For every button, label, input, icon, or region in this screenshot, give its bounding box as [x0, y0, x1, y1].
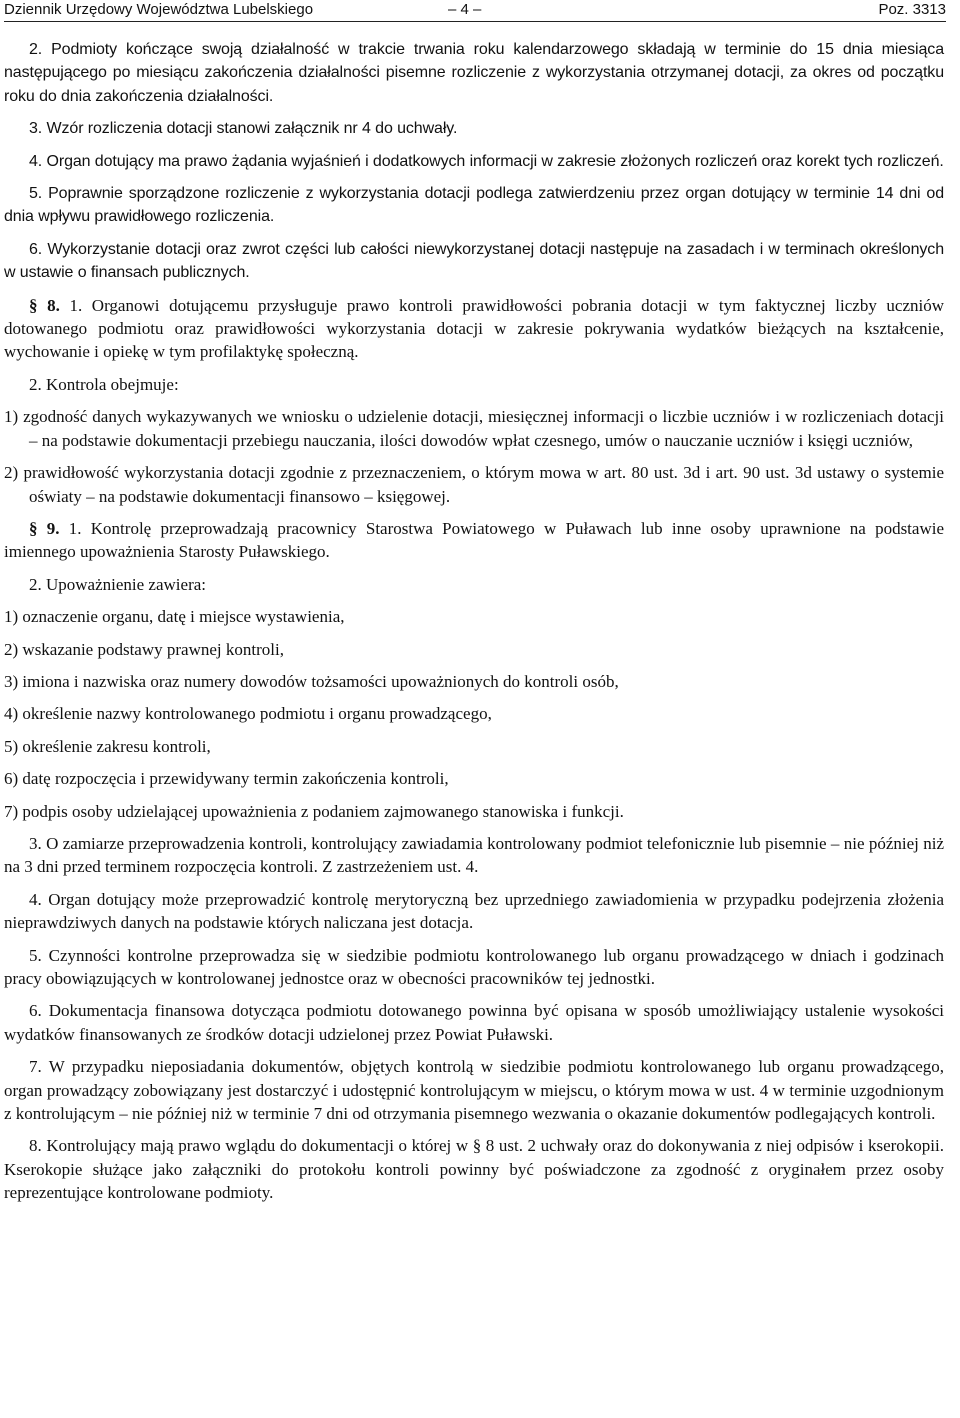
paragraph: 6. Dokumentacja finansowa dotycząca podmiotu dotowanego powinna być opisana w sposób umożliwiający ustalenie wysokości wydatków finansowanych ze środków dotacji udzielonej przez Powiat Puławski. [4, 1001, 944, 1044]
list-item: 1) zgodność danych wykazywanych we wniosku o udzielenie dotacji, miesięcznej informacji o liczbie uczniów i w rozliczeniach dotacji – na podstawie dokumentacji przebiegu nauczania, ilości dowodów wpłat czesnego, umów o nauczanie uczniów i księgi uczniów, [4, 407, 944, 450]
paragraph-text: 1. Kontrolę przeprowadzają pracownicy Starostwa Powiatowego w Puławach lub inne osoby uprawnione na podstawie imiennego upoważnienia Starosty Puławskiego. [4, 518, 944, 562]
position-number: Poz. 3313 [878, 1, 946, 18]
paragraph: 4. Organ dotujący może przeprowadzić kontrolę merytoryczną bez uprzedniego zawiadomienia w przypadku podejrzenia złożenia nieprawdziwych danych na podstawie których naliczana jest dotacja. [4, 889, 944, 933]
page-header [4, 0, 946, 22]
list-item: 1) oznaczenie organu, datę i miejsce wystawienia, [4, 607, 345, 627]
paragraph: 3. O zamiarze przeprowadzenia kontroli, kontrolujący zawiadamia kontrolowany podmiot telefonicznie lub pisemnie – nie później niż na 3 dni przed terminem rozpoczęcia kontroli. Z zastrzeżeniem ust. 4. [4, 833, 944, 877]
list-item: 3) imiona i nazwiska oraz numery dowodów tożsamości upoważnionych do kontroli osób, [4, 671, 619, 691]
paragraph: 8. Kontrolujący mają prawo wglądu do dokumentacji o której w § 8 ust. 2 uchwały oraz do dokonywania z niej odpisów i kserokopii. Kserokopie służące jako załączniki do protokołu kontroli powinny być poświadczone za zgodność z oryginałem przez osoby reprezentujące kontrolowane podmioty. [4, 1136, 944, 1203]
section-number: § 9. [29, 518, 60, 538]
list-item: 7) podpis osoby udzielającej upoważnienia z podaniem zajmowanego stanowiska i funkcji. [4, 801, 624, 821]
paragraph: 2. Kontrola obejmuje: [29, 374, 179, 394]
paragraph: 6. Wykorzystanie dotacji oraz zwrot części lub całości niewykorzystanej dotacji następuje na zasadach i w terminach określonych w ustawie o finansach publicznych. [4, 240, 944, 282]
list-item: 6) datę rozpoczęcia i przewidywany termin zakończenia kontroli, [4, 769, 449, 789]
paragraph: 2. Upoważnienie zawiera: [29, 574, 206, 594]
paragraph: 5. Czynności kontrolne przeprowadza się w siedzibie podmiotu kontrolowanego lub organu prowadzącego w dniach i godzinach pracy obowiązujących w kontrolowanej jednostce oraz w obecności pracowników tej jednostki. [4, 945, 944, 988]
section-9-paragraph [4, 517, 944, 564]
list-item: 5) określenie zakresu kontroli, [4, 736, 211, 756]
paragraph: 3. Wzór rozliczenia dotacji stanowi załącznik nr 4 do uchwały. [29, 120, 458, 138]
paragraph: 5. Poprawnie sporządzone rozliczenie z wykorzystania dotacji podlega zatwierdzeniu przez organ dotujący w terminie 14 dni od dnia wpływu prawidłowego rozliczenia. [4, 185, 944, 226]
paragraph: 2. Podmioty kończące swoją działalność w trakcie trwania roku kalendarzowego składają w terminie do 15 dnia miesiąca następującego po miesiącu zakończenia działalności pisemne rozliczenie z wykorzystania otrzymanej dotacji, za okres od początku roku do dnia zakończenia działalności. [4, 41, 944, 105]
header-divider [4, 21, 946, 22]
journal-title: Dziennik Urzędowy Województwa Lubelskiego [4, 1, 314, 18]
paragraph: 7. W przypadku nieposiadania dokumentów, objętych kontrolą w siedzibie podmiotu kontrolowanego lub organu prowadzącego, organ prowadzący zobowiązany jest dostarczyć i udostępnić kontrolującym w miejscu, o którym mowa w ust. 4 w terminie uzgodnionym z kontrolującym – nie później niż w terminie 7 dni od otrzymania pisemnego wezwania o okazanie dokumentów podlegających kontroli. [4, 1057, 944, 1124]
list-item: 2) prawidłowość wykorzystania dotacji zgodnie z przeznaczeniem, o którym mowa w art. 80 ust. 3d i art. 90 ust. 3d ustawy o systemie oświaty – na podstawie dokumentacji finansowo – księgowej. [4, 463, 944, 506]
list-item: 2) wskazanie podstawy prawnej kontroli, [4, 639, 284, 659]
section-number: § 8. [29, 295, 60, 315]
page-number: – 4 – [448, 1, 482, 18]
section-8-paragraph [4, 294, 944, 364]
list-item: 4) określenie nazwy kontrolowanego podmiotu i organu prowadzącego, [4, 704, 492, 724]
paragraph: 4. Organ dotujący ma prawo żądania wyjaśnień i dodatkowych informacji w zakresie złożonych rozliczeń oraz korekt tych rozliczeń. [29, 152, 944, 170]
document-body [4, 38, 944, 1205]
paragraph-text: 1. Organowi dotującemu przysługuje prawo kontroli prawidłowości pobrania dotacji w tym faktycznej liczby uczniów dotowanego podmiotu oraz prawidłowości wykorzystania dotacji w zakresie pokrywania wydatków bieżących na kształcenie, wychowanie i opiekę w tym profilaktykę społeczną. [4, 295, 945, 362]
